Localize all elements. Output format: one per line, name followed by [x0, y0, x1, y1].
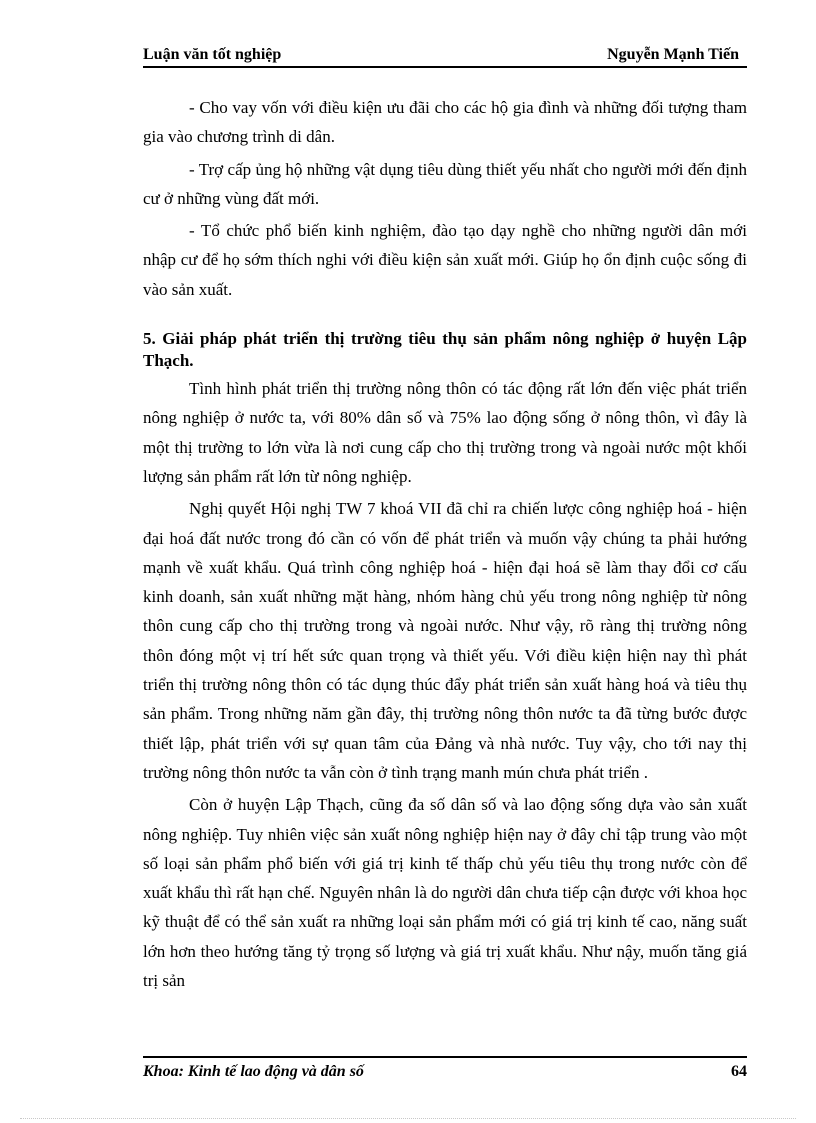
page-bottom-dotted-edge [20, 1118, 796, 1119]
paragraph-intro-3: - Tổ chức phổ biến kinh nghiệm, đào tạo dạy nghề cho những người dân mới nhập cư để họ sớm thích nghi với điều kiện sản xuất mới. Giúp họ ổn định cuộc sống đi vào sản xuất. [143, 221, 747, 299]
page-body [143, 93, 747, 995]
paragraph-section-2: Nghị quyết Hội nghị TW 7 khoá VII đã chỉ ra chiến lược công nghiệp hoá - hiện đại hoá đất nước trong đó cần có vốn để phát triển và muốn vậy chúng ta phải hướng mạnh về xuất khẩu. Quá trình công nghiệp hoá - hiện đại hoá sẽ làm thay đổi cơ cấu kinh doanh, sản xuất những mặt hàng, nhóm hàng chủ yếu trong nông nghiệp từ nông thôn cung cấp cho thị trường trong và ngoài nước. Như vậy, rõ ràng thị trường nông thôn đóng một vị trí hết sức quan trọng và thiết yếu. Với điều kiện hiện nay thì phát triển thị trường nông thôn có tác dụng thúc đẩy phát triển sản xuất hàng hoá và tiêu thụ sản phẩm. Trong những năm gần đây, thị trường nông thôn nước ta đã từng bước được thiết lập, phát triển với sự quan tâm của Đảng và nhà nước. Tuy vậy, cho tới nay thị trường nông thôn nước ta vẫn còn ở tình trạng manh mún chưa phát triển . [143, 499, 747, 782]
header-author-name: Nguyễn Mạnh Tiến [607, 46, 739, 63]
section-heading: 5. Giải pháp phát triển thị trường tiêu thụ sản phẩm nông nghiệp ở huyện Lập Thạch. [143, 329, 747, 371]
page-number: 64 [731, 1063, 747, 1080]
paragraph-intro-1: - Cho vay vốn với điều kiện ưu đãi cho các hộ gia đình và những đối tượng tham gia vào chương trình di dân. [143, 98, 747, 147]
paragraph-intro-2: - Trợ cấp ủng hộ những vật dụng tiêu dùng thiết yếu nhất cho người mới đến định cư ở những vùng đất mới. [143, 159, 747, 208]
page-header [143, 44, 747, 68]
paragraph-section-1: Tình hình phát triển thị trường nông thôn có tác động rất lớn đến việc phát triển nông nghiệp ở nước ta, với 80% dân số và 75% lao động sống ở nông thôn, vì đây là một thị trường to lớn vừa là nơi cung cấp cho thị trường trong và ngoài nước một khối lượng sản phẩm rất lớn từ nông nghiệp. [143, 379, 747, 486]
header-thesis-label: Luận văn tốt nghiệp [143, 46, 282, 63]
footer-faculty: Khoa: Kinh tế lao động và dân số [143, 1063, 364, 1080]
footer-divider [143, 1056, 747, 1058]
paragraph-section-3: Còn ở huyện Lập Thạch, cũng đa số dân số và lao động sống dựa vào sản xuất nông nghiệp. Tuy nhiên việc sản xuất nông nghiệp hiện nay ở đây chỉ tập trung vào một số loại sản phẩm phổ biến với giá trị kinh tế thấp chủ yếu tiêu thụ trong nước còn để xuất khẩu thì rất hạn chế. Nguyên nhân là do người dân chưa tiếp cận được với khoa học kỹ thuật để có thể sản xuất ra những loại sản phẩm mới có giá trị kinh tế cao, năng suất lớn hơn theo hướng tăng tỷ trọng số lượng và giá trị xuất khẩu. Như nậy, muốn tăng giá trị sản [143, 795, 747, 991]
